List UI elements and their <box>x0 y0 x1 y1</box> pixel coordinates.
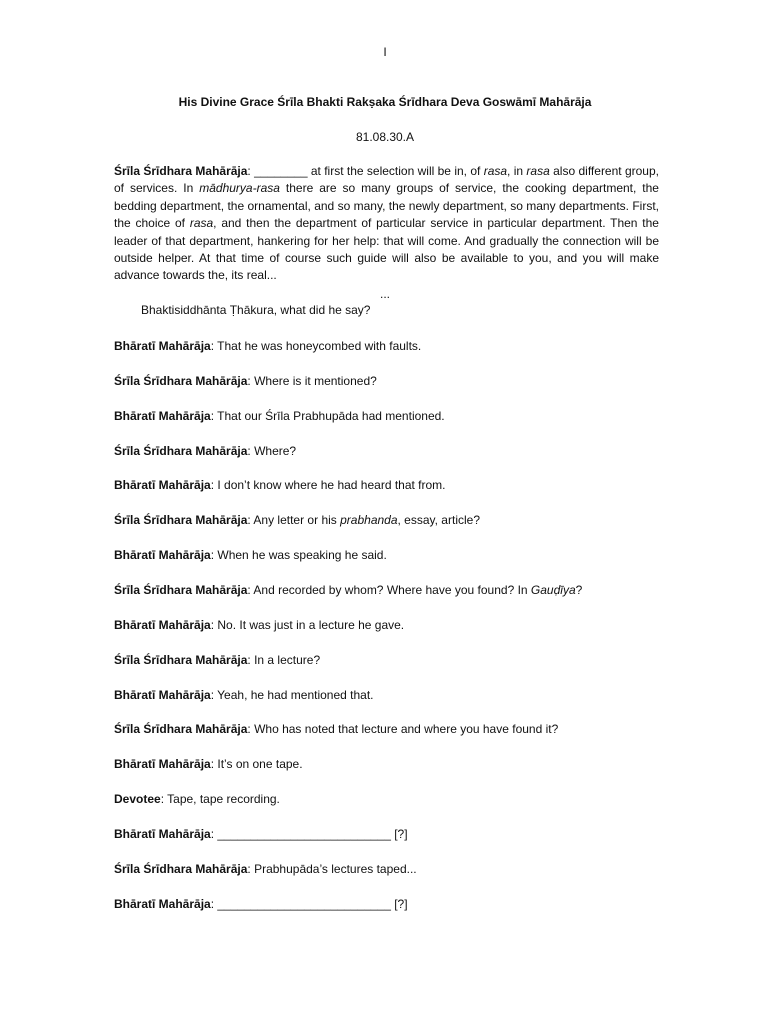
speaker-name: Śrīla Śrīdhara Mahārāja <box>114 373 248 388</box>
speaker-name: Śrīla Śrīdhara Mahārāja <box>114 722 248 737</box>
intro-text: also different group, of services. In <box>114 164 659 196</box>
speaker-name: Śrīla Śrīdhara Mahārāja <box>114 652 248 667</box>
speaker-name: Śrīla Śrīdhara Mahārāja <box>114 513 248 528</box>
speaker-name: Śrīla Śrīdhara Mahārāja <box>114 861 248 876</box>
dialogue-line <box>114 827 408 841</box>
italic-term: rasa <box>526 164 550 178</box>
dialogue-line <box>114 548 387 562</box>
dialogue-text: : Where is it mentioned? <box>247 373 377 388</box>
intro-text: , and then the department of particular service in particular department. Then the leader of that department, hankering for her help: that will come. And gradually the connection will be outside helper. At that time of course such guide will also be available to you, and you will make advance towards the, its real... <box>114 216 659 283</box>
dialogue-text: : __________________________ [?] <box>210 826 408 841</box>
dialogue-line <box>114 618 404 632</box>
speaker-name: Śrīla Śrīdhara Mahārāja <box>114 164 248 178</box>
intro-text: , in <box>507 164 527 178</box>
dialogue-line <box>114 757 303 771</box>
speaker-name: Bhāratī Mahārāja <box>114 687 211 702</box>
dialogue-line <box>114 897 408 911</box>
intro-text: at first the selection will be in, of <box>307 164 484 178</box>
indented-line: Bhaktisiddhānta Ṭhākura, what did he say? <box>141 303 371 317</box>
document-title: His Divine Grace Śrīla Bhakti Rakṣaka Śrīdhara Deva Goswāmī Mahārāja <box>178 95 592 109</box>
dialogue-line <box>114 513 480 527</box>
dialogue-line <box>114 792 280 806</box>
intro-text: there are so many groups of service, the cooking department, the bedding department, the ornamental, and so many, the newly department, so many departments. First, the choice of <box>114 181 659 231</box>
italic-term: rasa <box>189 216 214 231</box>
dialogue-text: : Any letter or his <box>247 513 341 528</box>
speaker-name: Śrīla Śrīdhara Mahārāja <box>114 582 248 597</box>
intro-paragraph: Śrīla Śrīdhara Mahārāja: ________ at first the selection will be in, of rasa, in rasa also different group, of services. In mādhurya-rasa there are so many groups of service, the cooking department, the bedding department, the ornamental, and so many, the newly department, so many departments. First, the choice of rasa, and then the department of particular service in particular department. Then the leader of that department, hankering for her help: that will come. And gradually the connection will be outside helper. At that time of course such guide will also be available to you, and you will make advance towards the, its real... <box>114 164 659 283</box>
dialogue-text: : Yeah, he had mentioned that. <box>210 687 374 702</box>
speaker-name: Śrīla Śrīdhara Mahārāja <box>114 443 248 458</box>
dialogue-line <box>114 862 417 876</box>
dialogue-line <box>114 409 445 423</box>
date-code: 81.08.30.A <box>355 130 415 144</box>
dialogue-text: : And recorded by whom? Where have you found? In <box>247 582 531 597</box>
dialogue-line <box>114 722 558 736</box>
ellipsis-marker: ... <box>380 287 391 301</box>
dialogue-text: : Where? <box>247 443 297 458</box>
dialogue-text: : Tape, tape recording. <box>160 792 280 807</box>
dialogue-text: : When he was speaking he said. <box>210 548 387 563</box>
dialogue-line <box>114 688 374 702</box>
speaker-name: Bhāratī Mahārāja <box>114 757 211 772</box>
dialogue-text: : Who has noted that lecture and where you have found it? <box>247 722 559 737</box>
dialogue-text: : No. It was just in a lecture he gave. <box>210 617 405 632</box>
dialogue-text: : __________________________ [?] <box>210 896 408 911</box>
blank-line: ________ <box>254 164 308 178</box>
dialogue-line <box>114 583 582 597</box>
dialogue-line <box>114 444 296 458</box>
dialogue-text: : That our Śrīla Prabhupāda had mentioned. <box>210 408 445 423</box>
dialogue-line <box>114 374 377 388</box>
dialogue-text: , essay, article? <box>397 513 480 528</box>
italic-term: prabhanda <box>340 513 398 528</box>
speaker-name: Bhāratī Mahārāja <box>114 896 211 911</box>
speaker-name: Bhāratī Mahārāja <box>114 548 211 563</box>
dialogue-text: ? <box>575 582 583 597</box>
dialogue-text: : Prabhupāda’s lectures taped... <box>247 861 417 876</box>
speaker-name: Bhāratī Mahārāja <box>114 617 211 632</box>
dialogue-line <box>114 653 320 667</box>
italic-term: rasa <box>483 164 508 178</box>
dialogue-line <box>114 478 446 492</box>
dialogue-text: : I don’t know where he had heard that from. <box>210 478 446 493</box>
speaker-name: Bhāratī Mahārāja <box>114 478 211 493</box>
speaker-name: Bhāratī Mahārāja <box>114 339 211 353</box>
dialogue-text: : That he was honeycombed with faults. <box>210 339 422 353</box>
italic-term: Gauḍīya <box>530 582 576 597</box>
page-number: I <box>383 45 387 59</box>
dialogue-text: : It’s on one tape. <box>210 757 303 772</box>
speaker-name: Devotee <box>114 792 161 807</box>
speaker-name: Bhāratī Mahārāja <box>114 826 211 841</box>
speaker-name: Bhāratī Mahārāja <box>114 408 211 423</box>
dialogue-line <box>114 339 421 353</box>
italic-term: mādhurya-rasa <box>199 181 280 196</box>
dialogue-text: : In a lecture? <box>247 652 321 667</box>
